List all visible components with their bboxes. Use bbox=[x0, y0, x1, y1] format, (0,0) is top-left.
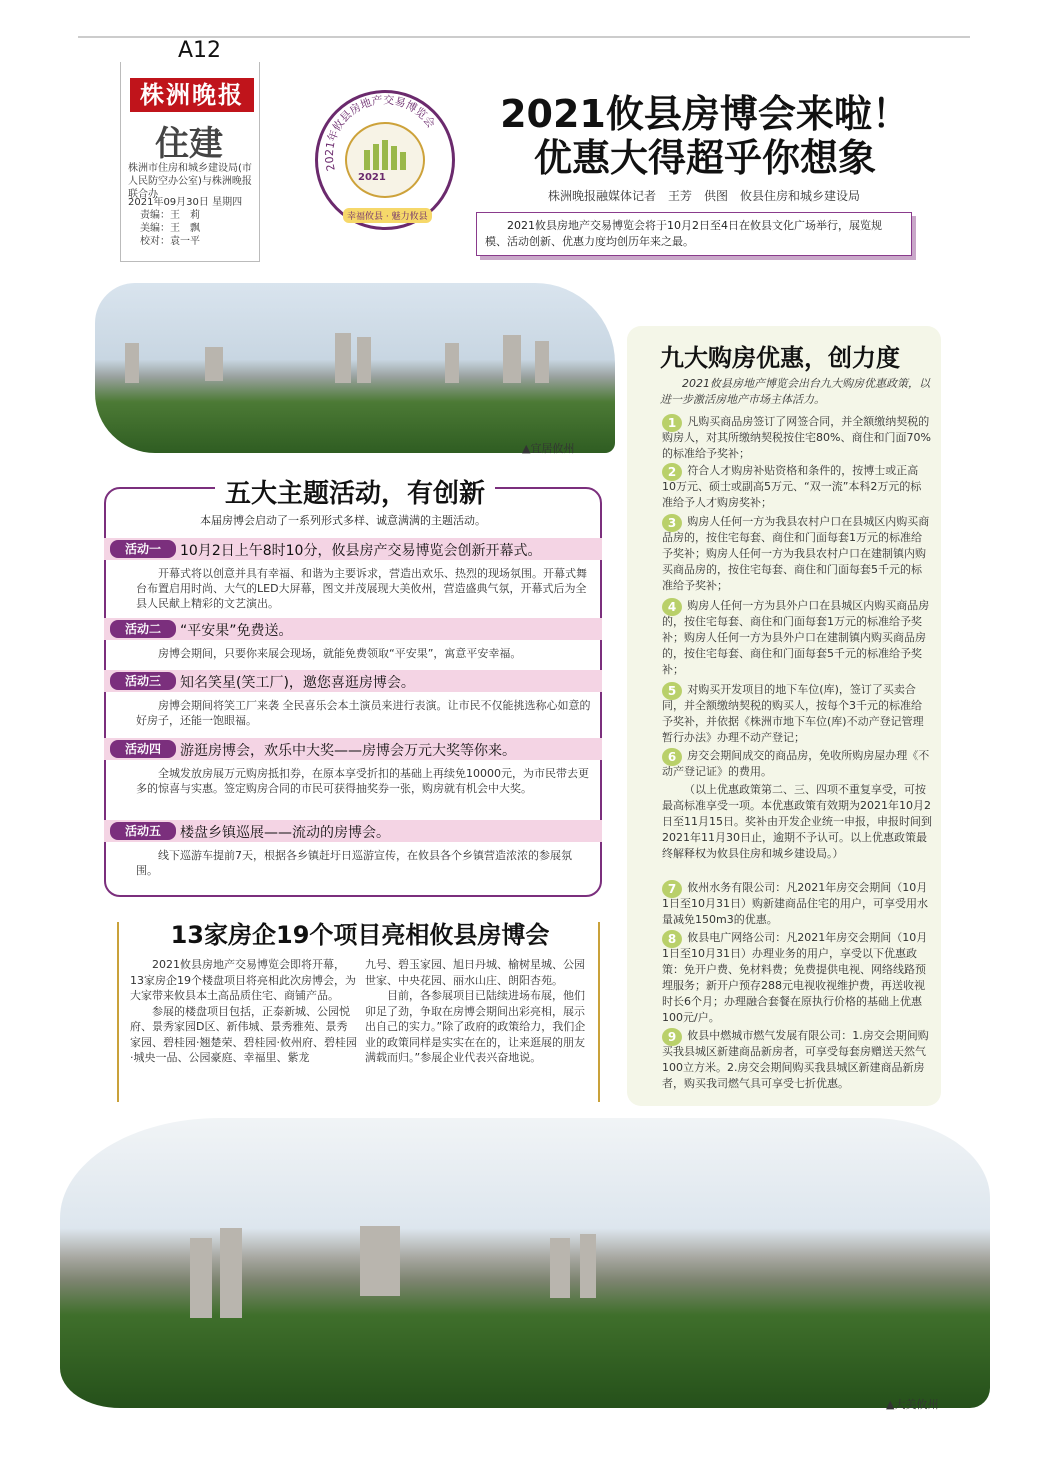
newspaper-logo: 株洲晚报 bbox=[130, 78, 254, 112]
activity-heading: 楼盘乡镇巡展——流动的房博会。 bbox=[180, 825, 390, 841]
activities-intro: 本届房博会启动了一系列形式多样、诚意满满的主题活动。 bbox=[200, 514, 486, 527]
city-photo-top bbox=[95, 283, 615, 453]
building-emblem-icon bbox=[360, 140, 410, 172]
projects-paragraph: 九号、碧玉家园、旭日丹城、榆树星城、公园世家、中央花园、丽水山庄、朗阳杏苑。 bbox=[365, 958, 585, 987]
activity-body: 开幕式将以创意并具有幸福、和谐为主要诉求，营造出欢乐、热烈的现场氛围。开幕式舞台布置启用时尚、大气的LED大屏幕，图文并茂展现大美攸州，营造盛典气氛，开幕式后为全县人民献上精彩的文艺演出。 bbox=[136, 567, 587, 610]
discount-item: 购房人任何一方为我县农村户口在县城区内购买商品房的，按住宅每套、商住和门面每套1万元的标准给予奖补；购房人任何一方为我县农村户口在建制镇内购买商品房的，按住宅每套、商住和门面每套5千元的标准给予奖补； bbox=[662, 515, 930, 592]
projects-column-1 bbox=[130, 957, 358, 1066]
city-photo-bottom bbox=[60, 1118, 990, 1408]
discount-item: 购房人任何一方为县外户口在县城区内购买商品房的，按住宅每套、商住和门面每套1万元的标准给予奖补；购房人任何一方为县外户口在建制镇内购买商品房的，按住宅每套、商住和门面每套5千元的标准给予奖补； bbox=[662, 599, 930, 676]
activity-heading: 游逛房博会，欢乐中大奖——房博会万元大奖等你来。 bbox=[180, 743, 516, 759]
headline-line2: 优惠大得超乎你想象 bbox=[533, 136, 876, 180]
activities-title: 五大主题活动，有创新 bbox=[215, 473, 495, 510]
discount-number: 3 bbox=[662, 514, 682, 532]
lead-paragraph bbox=[476, 212, 912, 256]
proofreader: 校对：袁一平 bbox=[140, 236, 200, 247]
photo-caption-bottom: ▲大美攸州 bbox=[886, 1398, 939, 1411]
activity-row bbox=[104, 618, 602, 640]
projects-paragraph: 目前，各参展项目已陆续进场布展，他们卯足了劲，争取在房博会期间出彩亮相，展示出自己的实力。”除了政府的政策给力，我们企业的政策同样是实实在在的，让来逛展的朋友满载而归。”参展企业代表兴奋地说。 bbox=[365, 989, 586, 1064]
activity-body: 全城发放房展万元购房抵扣券，在原本享受折扣的基础上再续免10000元，为市民带去更多的惊喜与实惠。签定购房合同的市民可获得抽奖券一张，购房就有机会中大奖。 bbox=[136, 767, 589, 795]
discount-note: （以上优惠政策第二、三、四项不重复享受，可按最高标准享受一项。本优惠政策有效期为2021年10月2日至11月15日。奖补由开发企业统一申报，申报时间到2021年11月30日止，逾期不予认可。以上优惠政策最终解释权为攸县住房和城乡建设局。） bbox=[662, 783, 932, 860]
discount-item: 房交会期间成交的商品房，免收所购房屋办理《不动产登记证》的费用。 bbox=[662, 749, 930, 778]
byline: 株洲晚报融媒体记者 王芳 供图 攸县住房和城乡建设局 bbox=[548, 189, 861, 203]
discounts-title: 九大购房优惠，创力度 bbox=[660, 344, 900, 372]
activity-body: 房博会期间，只要你来展会现场，就能免费领取“平安果”，寓意平安幸福。 bbox=[158, 647, 522, 660]
discount-item: 符合人才购房补贴资格和条件的，按博士或正高10万元、硕士或副高5万元、“双一流”本科2万元的标准给予人才购房奖补； bbox=[662, 464, 922, 509]
lead-text: 2021攸县房地产交易博览会将于10月2日至4日在攸县文化广场举行，展览规模、活动创新、优惠力度均创历年来之最。 bbox=[485, 219, 882, 248]
designer: 美编：王 飘 bbox=[140, 223, 200, 234]
seal-slogan: 幸福攸县 · 魅力攸县 bbox=[343, 208, 432, 223]
activity-heading: “平安果”免费送。 bbox=[180, 623, 293, 639]
discount-number: 5 bbox=[662, 682, 682, 700]
page-number: A12 bbox=[178, 38, 222, 63]
headline bbox=[470, 92, 940, 180]
seal-ring-label: 2021年攸县房地产交易博览会 bbox=[322, 93, 438, 173]
projects-column-2 bbox=[365, 957, 593, 1066]
editor: 责编：王 莉 bbox=[140, 210, 200, 221]
projects-paragraph: 参展的楼盘项目包括，正泰新城、公园悦府、景秀家园D区、新伟城、景秀雅苑、景秀家园、碧桂园·翘楚荣、碧桂园·攸州府、碧桂园·城央一品、公园豪庭、幸福里、紫龙 bbox=[130, 1004, 357, 1064]
activity-label: 活动四 bbox=[110, 740, 176, 758]
activity-heading: 10月2日上午8时10分，攸县房产交易博览会创新开幕式。 bbox=[180, 543, 542, 559]
activity-body: 线下巡游车提前7天，根据各乡镇赶圩日巡游宣传，在攸县各个乡镇营造浓浓的参展氛围。 bbox=[136, 849, 572, 877]
discount-number: 7 bbox=[662, 880, 682, 898]
activity-heading: 知名笑星(笑工厂)，邀您喜逛房博会。 bbox=[180, 675, 415, 691]
issue-date: 2021年09月30日 星期四 bbox=[128, 197, 243, 208]
photo-caption-top: ▲宜居攸州 bbox=[522, 442, 575, 455]
projects-paragraph: 2021攸县房地产交易博览会即将开幕，13家房企19个楼盘项目将亮相此次房博会，为大家带来攸县本土高品质住宅、商铺产品。 bbox=[130, 958, 356, 1002]
activity-label: 活动三 bbox=[110, 672, 176, 690]
projects-title: 13家房企19个项目亮相攸县房博会 bbox=[125, 915, 595, 950]
sponsor-text: 株洲市住房和城乡建设局(市人民防空办公室)与株洲晚报联合办 bbox=[128, 163, 252, 200]
discount-item: 攸县中燃城市燃气发展有限公司：1.房交会期间购买我县城区新建商品新房者，可享受每套房赠送天然气100立方米。2.房交会期间购买我县城区新建商品新房者，购买我司燃气具可享受七折优惠。 bbox=[662, 1029, 929, 1090]
discount-number: 9 bbox=[662, 1028, 682, 1046]
discount-number: 8 bbox=[662, 930, 682, 948]
issue-info bbox=[128, 196, 258, 248]
discount-number: 2 bbox=[662, 463, 682, 481]
discount-item: 凡购买商品房签订了网签合同，并全额缴纳契税的购房人，对其所缴纳契税按住宅80%、商住和门面70%的标准给予奖补； bbox=[662, 415, 931, 460]
discount-number: 1 bbox=[662, 414, 682, 432]
activity-label: 活动一 bbox=[110, 540, 176, 558]
discount-number: 4 bbox=[662, 598, 682, 616]
section-title: 住建 bbox=[155, 124, 223, 164]
activity-label: 活动五 bbox=[110, 822, 176, 840]
activity-label: 活动二 bbox=[110, 620, 176, 638]
discounts-intro: 2021攸县房地产博览会出台九大购房优惠政策，以进一步激活房地产市场主体活力。 bbox=[660, 377, 930, 406]
seal-year: 2021 bbox=[358, 172, 386, 183]
headline-line1: 2021攸县房博会来啦！ bbox=[500, 92, 910, 136]
discount-number: 6 bbox=[662, 748, 682, 766]
discount-item: 对购买开发项目的地下车位(库)，签订了买卖合同，并全额缴纳契税的购买人，按每个3千元的标准给予奖补，并依据《株洲市地下车位(库)不动产登记管理暂行办法》办理不动产登记； bbox=[662, 683, 924, 744]
discount-item: 攸州水务有限公司：凡2021年房交会期间（10月1日至10月31日）购新建商品住宅的用户，可享受用水量减免150m3的优惠。 bbox=[662, 881, 928, 926]
discount-item: 攸县电广网络公司：凡2021年房交会期间（10月1日至10月31日）办理业务的用户，享受以下优惠政策：免开户费、免材料费；免费提供电视、网络线路预埋服务；新开户预存288元电视收视维护费，再送收视时长6个月；办理融合套餐在原执行价格的基础上优惠100元/户。 bbox=[662, 931, 928, 1024]
activity-body: 房博会期间将笑工厂来袭 全民喜乐会本土演员来进行表演。让市民不仅能挑选称心如意的好房子，还能一饱眼福。 bbox=[136, 699, 591, 727]
